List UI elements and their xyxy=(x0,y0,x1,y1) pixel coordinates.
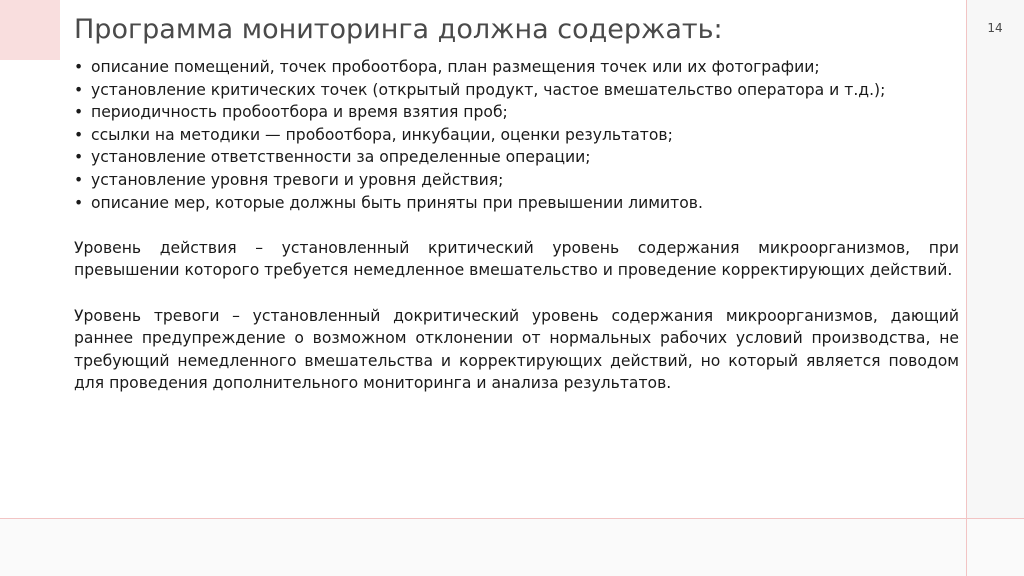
list-item: • периодичность пробоотбора и время взятия проб; xyxy=(74,101,959,124)
slide-content xyxy=(74,56,959,395)
list-item: • ссылки на методики — пробоотбора, инкубации, оценки результатов; xyxy=(74,124,959,147)
vertical-guide-line xyxy=(966,0,967,576)
corner-accent-block xyxy=(0,0,60,60)
list-item: • установление уровня тревоги и уровня действия; xyxy=(74,169,959,192)
list-item: • описание помещений, точек пробоотбора, план размещения точек или их фотографии; xyxy=(74,56,959,79)
list-item: • описание мер, которые должны быть приняты при превышении лимитов. xyxy=(74,192,959,215)
horizontal-guide-line xyxy=(0,518,1024,519)
page-number: 14 xyxy=(987,21,1003,35)
requirements-list xyxy=(74,56,959,214)
slide-title: Программа мониторинга должна содержать: xyxy=(74,14,723,45)
list-item: • установление критических точек (открытый продукт, частое вмешательство оператора и т.д.); xyxy=(74,79,959,102)
list-item: • установление ответственности за определенные операции; xyxy=(74,146,959,169)
right-margin-panel xyxy=(967,0,1024,576)
alert-level-definition: Уровень тревоги – установленный докритический уровень содержания микроорганизмов, дающий раннее предупреждение о возможном отклонении от нормальных рабочих условий производства, не требующий немедленного вмешательства и корректирующих действий, но который является поводом для проведения дополнительного мониторинга и анализа результатов. xyxy=(74,306,959,393)
bottom-margin-panel xyxy=(0,518,1024,576)
action-level-definition: Уровень действия – установленный критический уровень содержания микроорганизмов, при превышении которого требуется немедленное вмешательство и проведение корректирующих действий. xyxy=(74,238,959,280)
